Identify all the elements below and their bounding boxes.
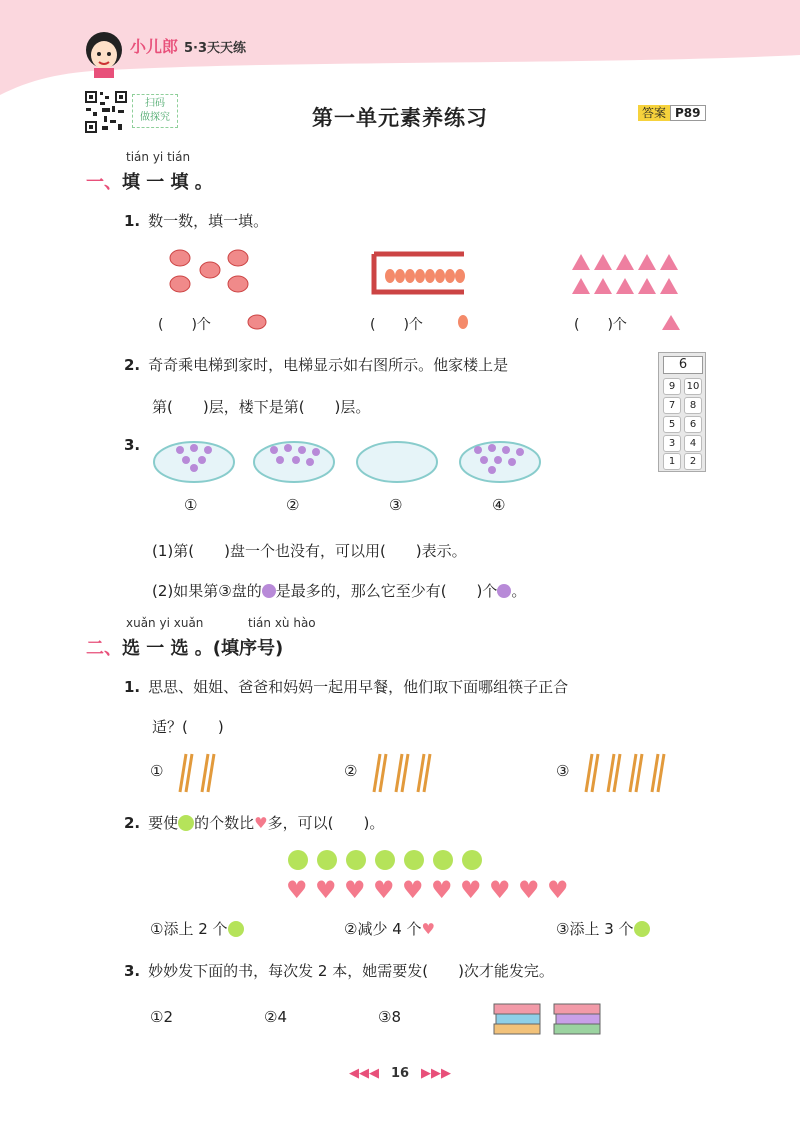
page-title: 第一单元素养练习	[312, 106, 488, 130]
s2q1-line2[interactable]: 适？( )	[152, 718, 224, 736]
section1-heading: 一、填 一 填 。	[86, 172, 213, 193]
s2q3-option-2[interactable]: ②4	[264, 1008, 287, 1026]
cupcake-icon	[497, 584, 511, 598]
s2q3-option-3[interactable]: ③8	[378, 1008, 401, 1026]
brand-logo: 小儿郎 5·3天天练	[130, 37, 247, 56]
section1-pinyin: tián yi tián	[126, 150, 191, 164]
elevator-button: 2	[684, 453, 702, 470]
answer-reference: 答案 P89	[638, 104, 706, 121]
heart-icon: ♥	[421, 920, 435, 938]
svg-text:♥: ♥	[489, 876, 511, 904]
q1-blank-lantern[interactable]: ( )个	[158, 317, 211, 333]
elevator-button: 3	[663, 435, 681, 452]
mascot-icon	[82, 28, 126, 80]
lantern-group-icon	[160, 244, 260, 300]
elevator-button: 10	[684, 378, 702, 395]
plate-label-1: ①	[184, 496, 198, 514]
svg-text:♥: ♥	[315, 876, 337, 904]
page-number: ◀◀◀ 16 ▶▶▶	[348, 1066, 452, 1081]
svg-text:♥: ♥	[286, 876, 308, 904]
elevator-button: 8	[684, 397, 702, 414]
q2-line1: 2. 奇奇乘电梯到家时，电梯显示如右图所示。他家楼上是	[124, 356, 509, 374]
green-ball-icon	[634, 921, 650, 937]
section2-pinyin1: xuǎn yi xuǎn	[126, 616, 204, 630]
q3-num: 3.	[124, 436, 141, 454]
green-ball-icon	[228, 921, 244, 937]
svg-text:♥: ♥	[431, 876, 453, 904]
q3-sub2[interactable]: (2)如果第③盘的 是最多的，那么它至少有( )个 。	[152, 582, 527, 600]
elevator-button: 6	[684, 416, 702, 433]
triangle-group-icon	[570, 252, 686, 298]
heart-icon: ♥	[254, 814, 268, 832]
green-ball-icon	[178, 815, 194, 831]
lantern-icon	[246, 313, 268, 331]
plate-label-4: ④	[492, 496, 506, 514]
svg-text:♥: ♥	[402, 876, 424, 904]
svg-text:♥: ♥	[547, 876, 569, 904]
section2-pinyin2: tián xù hào	[248, 616, 316, 630]
books-icon	[490, 996, 610, 1038]
plate-label-2: ②	[286, 496, 300, 514]
s2q2-option-1[interactable]: ①添上 2 个	[150, 918, 244, 939]
q1-text: 1. 数一数，填一填。	[124, 212, 269, 230]
s2q3-text[interactable]: 3. 妙妙发下面的书，每次发 2 本，她需要发( )次才能发完。	[124, 962, 554, 980]
q1-blank-triangle[interactable]: ( )个	[574, 317, 627, 333]
triangle-icon	[660, 313, 682, 331]
bead-icon	[456, 313, 470, 331]
s2q2-option-2[interactable]: ②减少 4 个♥	[344, 920, 435, 938]
svg-text:♥: ♥	[373, 876, 395, 904]
chopsticks-3-icon	[366, 752, 438, 794]
s2q2-text[interactable]: 2. 要使 的个数比♥多，可以( )。	[124, 814, 385, 832]
elevator-button: 9	[663, 378, 681, 395]
s2q2-option-3[interactable]: ③添上 3 个	[556, 918, 650, 939]
s2q1-option-3[interactable]: ③	[556, 762, 570, 780]
section2-heading: 二、选 一 选 。(填序号)	[86, 638, 284, 659]
abacus-icon	[368, 250, 470, 296]
plates-illustration	[152, 432, 542, 488]
q1-blank-bead[interactable]: ( )个	[370, 317, 423, 333]
balls-hearts-illustration	[284, 848, 574, 904]
elevator-display: 6	[663, 356, 703, 374]
cupcake-icon	[262, 584, 276, 598]
s2q1-option-1[interactable]: ①	[150, 762, 164, 780]
s2q3-option-1[interactable]: ①2	[150, 1008, 173, 1026]
scan-label: 扫码 做探究	[132, 94, 178, 128]
elevator-button: 5	[663, 416, 681, 433]
svg-text:♥: ♥	[344, 876, 366, 904]
elevator-button: 4	[684, 435, 702, 452]
svg-text:♥: ♥	[460, 876, 482, 904]
elevator-button: 1	[663, 453, 681, 470]
q2-line2[interactable]: 第( )层，楼下是第( )层。	[152, 398, 371, 416]
elevator-button: 7	[663, 397, 681, 414]
plate-label-3: ③	[389, 496, 403, 514]
elevator-panel	[658, 352, 706, 472]
s2q1-line1: 1. 思思、姐姐、爸爸和妈妈一起用早餐，他们取下面哪组筷子正合	[124, 678, 569, 696]
s2q1-option-2[interactable]: ②	[344, 762, 358, 780]
svg-text:♥: ♥	[518, 876, 540, 904]
chopsticks-2-icon	[172, 752, 222, 794]
chopsticks-4-icon	[578, 752, 672, 794]
q3-sub1[interactable]: (1)第( )盘一个也没有，可以用( )表示。	[152, 542, 467, 560]
